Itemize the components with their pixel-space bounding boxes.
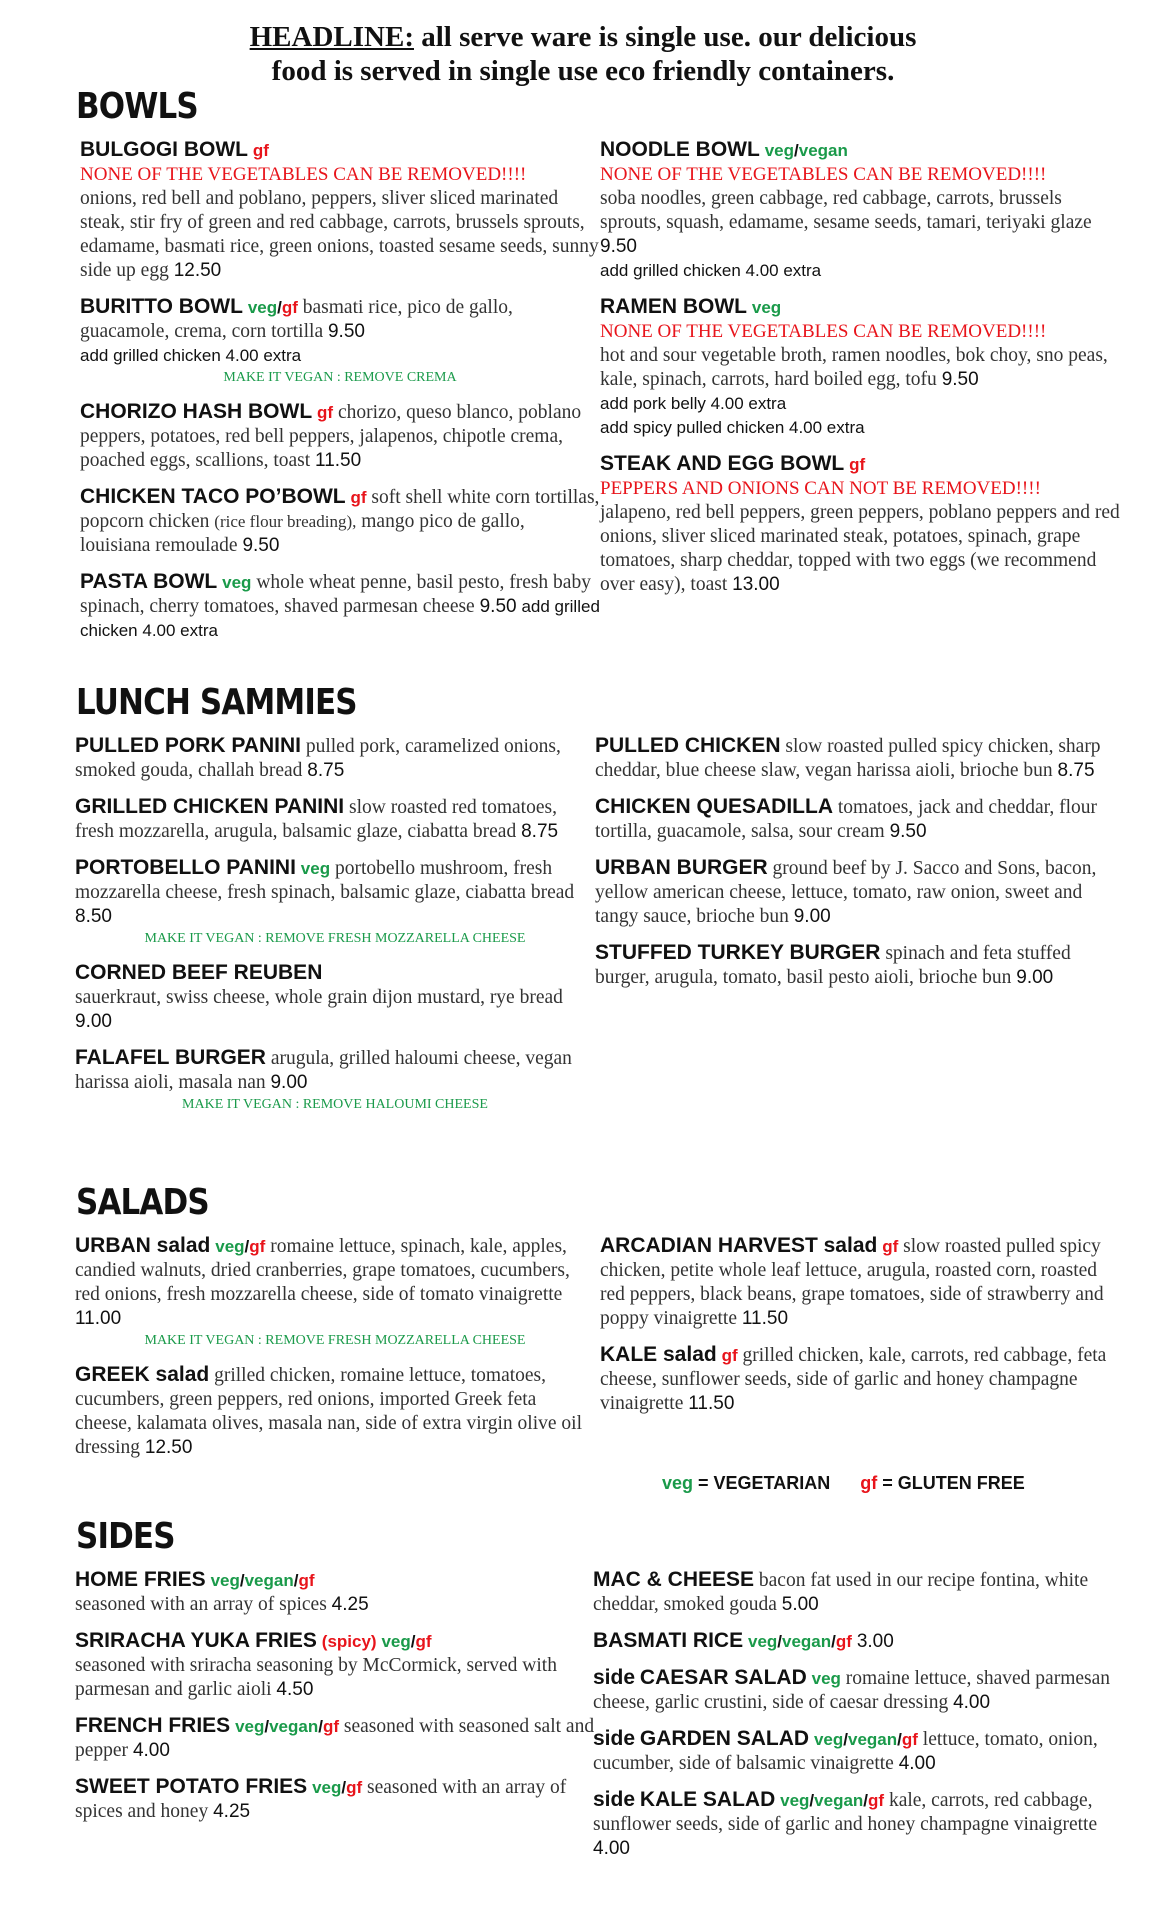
veg-tag: veg bbox=[764, 141, 794, 160]
item-price: 4.50 bbox=[276, 1679, 314, 1700]
sides-right-column bbox=[593, 1568, 1113, 1873]
dietary-legend bbox=[662, 1473, 1025, 1494]
item-name: KALE salad bbox=[600, 1343, 717, 1366]
menu-item-chicken-quesadilla bbox=[595, 795, 1115, 844]
item-description: chorizo, queso blanco, poblano peppers, potatoes, red bell peppers, jalapenos, chipotle crema, poached eggs, scallions, toast bbox=[80, 402, 582, 471]
veg-tag: veg bbox=[811, 1669, 841, 1688]
item-price: 4.00 bbox=[132, 1740, 170, 1761]
item-description: tomatoes, jack and cheddar, flour tortilla, guacamole, salsa, sour cream bbox=[595, 797, 1098, 842]
menu-item-stuffed-turkey-burger bbox=[595, 941, 1115, 990]
menu-item-side-garden-salad bbox=[593, 1727, 1113, 1776]
item-price: 9.00 bbox=[270, 1072, 308, 1093]
spicy-tag: (spicy) bbox=[321, 1632, 377, 1651]
item-name: CHICKEN TACO PO’BOWL bbox=[80, 485, 346, 508]
gf-tag: gf bbox=[835, 1632, 852, 1651]
item-name: STEAK AND EGG BOWL bbox=[600, 452, 845, 475]
item-price: 12.50 bbox=[144, 1437, 193, 1458]
sammies-right-column bbox=[595, 734, 1115, 1002]
item-description: seasoned with seasoned salt and pepper bbox=[75, 1716, 595, 1761]
item-description: arugula, grilled haloumi cheese, vegan harissa aioli, masala nan bbox=[75, 1048, 572, 1093]
vegan-tag: vegan bbox=[814, 1791, 864, 1810]
menu-item-falafel-burger bbox=[75, 1046, 595, 1115]
item-description: seasoned with an array of spices bbox=[75, 1594, 327, 1615]
menu-item-urban-salad bbox=[75, 1234, 595, 1351]
menu-item-arcadian-harvest-salad bbox=[600, 1234, 1120, 1331]
menu-item-chicken-taco-pobowl bbox=[80, 485, 600, 558]
menu-item-chorizo-hash-bowl bbox=[80, 400, 600, 473]
item-name: GREEK salad bbox=[75, 1363, 210, 1386]
item-description: romaine lettuce, spinach, kale, apples, candied walnuts, dried cranberries, grape tomatoes, cucumbers, red onions, fresh mozzarella cheese, side of tomato vinaigrette bbox=[75, 1236, 570, 1305]
item-name: FALAFEL BURGER bbox=[75, 1046, 266, 1069]
gf-definition: = GLUTEN FREE bbox=[877, 1473, 1025, 1493]
headline bbox=[0, 20, 1166, 88]
tag-slash: / bbox=[244, 1237, 250, 1256]
item-name: PASTA BOWL bbox=[80, 570, 218, 593]
item-name: CHICKEN QUESADILLA bbox=[595, 795, 834, 818]
item-price: 11.50 bbox=[688, 1393, 735, 1414]
item-name: URBAN salad bbox=[75, 1234, 211, 1257]
item-name: KALE SALAD bbox=[639, 1788, 776, 1811]
veg-tag: veg bbox=[381, 1632, 411, 1651]
item-price: 4.25 bbox=[331, 1594, 369, 1615]
menu-item-kale-salad bbox=[600, 1343, 1120, 1416]
menu-item-home-fries bbox=[75, 1568, 595, 1617]
tag-slash: / bbox=[264, 1717, 270, 1736]
sammies-left-column bbox=[75, 734, 595, 1127]
menu-item-urban-burger bbox=[595, 856, 1115, 929]
gf-tag: gf bbox=[721, 1346, 738, 1365]
menu-item-pasta-bowl bbox=[80, 570, 600, 643]
item-name: URBAN BURGER bbox=[595, 856, 768, 879]
item-name: PULLED PORK PANINI bbox=[75, 734, 301, 757]
menu-item-corned-beef-reuben bbox=[75, 961, 595, 1034]
section-title-lunch-sammies: LUNCH SAMMIES bbox=[76, 682, 357, 723]
item-description: slow roasted pulled spicy chicken, sharp cheddar, blue cheese slaw, vegan harissa aioli, brioche bun bbox=[595, 736, 1101, 781]
gf-tag: gf bbox=[252, 141, 269, 160]
item-price: 9.50 bbox=[941, 369, 979, 390]
item-price: 9.50 bbox=[889, 821, 927, 842]
item-name: ARCADIAN HARVEST salad bbox=[600, 1234, 878, 1257]
item-name: CORNED BEEF REUBEN bbox=[75, 961, 323, 984]
bowls-left-column bbox=[80, 138, 600, 655]
gf-tag: gf bbox=[849, 455, 866, 474]
item-name: FRENCH FRIES bbox=[75, 1714, 231, 1737]
menu-item-greek-salad bbox=[75, 1363, 595, 1460]
item-description-note: (rice flour breading), bbox=[214, 512, 357, 531]
item-prefix: side bbox=[593, 1727, 636, 1750]
veg-tag: veg bbox=[300, 859, 331, 878]
item-name: SWEET POTATO FRIES bbox=[75, 1775, 308, 1798]
item-description: slow roasted pulled spicy chicken, petite whole leaf lettuce, arugula, roasted corn, roasted red peppers, black beans, grape tomatoes, side of strawberry and poppy vinaigrette bbox=[600, 1236, 1104, 1329]
item-description: soba noodles, green cabbage, red cabbage, carrots, brussels sprouts, squash, edamame, sesame seeds, tamari, teriyaki glaze bbox=[600, 188, 1092, 233]
veg-tag: veg bbox=[215, 1237, 245, 1256]
item-name: CHORIZO HASH BOWL bbox=[80, 400, 313, 423]
item-prefix: side bbox=[593, 1666, 636, 1689]
gf-tag: gf bbox=[281, 298, 298, 317]
item-description: spinach and feta stuffed burger, arugula, tomato, basil pesto aioli, brioche bun bbox=[595, 943, 1071, 988]
vegan-note: MAKE IT VEGAN : REMOVE CREMA bbox=[223, 370, 457, 385]
menu-item-mac-cheese bbox=[593, 1568, 1113, 1617]
item-name: PORTOBELLO PANINI bbox=[75, 856, 296, 879]
item-price: 4.00 bbox=[953, 1692, 991, 1713]
vegan-tag: vegan bbox=[244, 1571, 294, 1590]
menu-item-pulled-pork-panini bbox=[75, 734, 595, 783]
item-description: onions, red bell and poblano, peppers, sliver sliced marinated steak, stir fry of green and red cabbage, carrots, brussels sprouts, edamame, basmati rice, green onions, toasted sesame seeds, sunny side up egg bbox=[80, 188, 599, 281]
gf-tag: gf bbox=[882, 1237, 899, 1256]
item-price: 5.00 bbox=[781, 1594, 819, 1615]
menu-item-pulled-chicken bbox=[595, 734, 1115, 783]
item-name: CAESAR SALAD bbox=[639, 1666, 807, 1689]
gf-tag: gf bbox=[322, 1717, 340, 1736]
gf-tag: gf bbox=[346, 1778, 363, 1797]
item-description: seasoned with sriracha seasoning by McCormick, served with parmesan and garlic aioli bbox=[75, 1655, 557, 1700]
tag-slash: / bbox=[410, 1632, 416, 1651]
item-name: NOODLE BOWL bbox=[600, 138, 760, 161]
salads-left-column bbox=[75, 1234, 595, 1472]
tag-slash: / bbox=[277, 298, 282, 317]
veg-tag: veg bbox=[662, 1473, 694, 1493]
item-description: lettuce, tomato, onion, cucumber, side of balsamic vinaigrette bbox=[593, 1729, 1098, 1774]
section-title-sides: SIDES bbox=[76, 1516, 175, 1557]
gf-tag: gf bbox=[298, 1571, 315, 1590]
tag-slash: / bbox=[777, 1632, 783, 1651]
item-name: BURITTO BOWL bbox=[80, 295, 243, 318]
tag-slash: / bbox=[293, 1571, 299, 1590]
item-description: pulled pork, caramelized onions, smoked gouda, challah bread bbox=[75, 736, 561, 781]
salads-right-column bbox=[600, 1234, 1120, 1428]
vegan-tag: vegan bbox=[782, 1632, 832, 1651]
warning-text: NONE OF THE VEGETABLES CAN BE REMOVED!!!! bbox=[80, 164, 527, 185]
warning-text: NONE OF THE VEGETABLES CAN BE REMOVED!!!! bbox=[600, 164, 1047, 185]
item-extra: add grilled chicken 4.00 extra bbox=[80, 346, 302, 365]
menu-item-grilled-chicken-panini bbox=[75, 795, 595, 844]
item-name: STUFFED TURKEY BURGER bbox=[595, 941, 881, 964]
item-price: 9.50 bbox=[479, 596, 517, 617]
item-price: 11.50 bbox=[315, 450, 362, 471]
item-description: kale, carrots, red cabbage, sunflower seeds, side of garlic and honey champagne vinaigrette bbox=[593, 1790, 1098, 1835]
item-price: 4.25 bbox=[213, 1801, 251, 1822]
item-price: 8.50 bbox=[75, 906, 112, 927]
item-description: grilled chicken, romaine lettuce, tomatoes, cucumbers, green peppers, red onions, imported Greek feta cheese, kalamata olives, masala nan, side of extra virgin olive oil dressing bbox=[75, 1365, 583, 1458]
item-description: basmati rice, pico de gallo, guacamole, crema, corn tortilla bbox=[80, 297, 513, 342]
item-description-cont: mango pico de gallo, louisiana remoulade bbox=[80, 511, 525, 556]
item-price: 13.00 bbox=[732, 574, 780, 595]
item-price: 8.75 bbox=[521, 821, 559, 842]
item-extra: add spicy pulled chicken 4.00 extra bbox=[600, 418, 865, 437]
item-description: romaine lettuce, shaved parmesan cheese, garlic crustini, side of caesar dressing bbox=[593, 1668, 1111, 1713]
tag-slash: / bbox=[843, 1730, 848, 1749]
veg-tag: veg bbox=[210, 1571, 240, 1590]
vegan-tag: vegan bbox=[269, 1717, 319, 1736]
item-description: seasoned with an array of spices and honey bbox=[75, 1777, 567, 1822]
menu-item-french-fries bbox=[75, 1714, 595, 1763]
item-price: 3.00 bbox=[856, 1631, 894, 1652]
item-name: BULGOGI BOWL bbox=[80, 138, 248, 161]
veg-tag: veg bbox=[751, 298, 782, 317]
tag-slash: / bbox=[239, 1571, 245, 1590]
item-description: portobello mushroom, fresh mozzarella cheese, fresh spinach, balsamic glaze, ciabatta bread bbox=[75, 858, 575, 903]
veg-definition: = VEGETARIAN bbox=[693, 1473, 831, 1493]
section-title-salads: SALADS bbox=[76, 1182, 209, 1223]
menu-item-portobello-panini bbox=[75, 856, 595, 949]
menu-item-side-caesar-salad bbox=[593, 1666, 1113, 1715]
menu-item-basmati-rice bbox=[593, 1629, 1113, 1654]
menu-item-noodle-bowl bbox=[600, 138, 1120, 283]
menu-item-bulgogi-bowl bbox=[80, 138, 600, 283]
sides-left-column bbox=[75, 1568, 595, 1836]
veg-tag: veg bbox=[247, 298, 278, 317]
item-name: SRIRACHA YUKA FRIES bbox=[75, 1629, 317, 1652]
gf-tag: gf bbox=[868, 1791, 885, 1810]
item-price: 9.00 bbox=[793, 906, 831, 927]
tag-slash: / bbox=[863, 1791, 869, 1810]
gf-tag: gf bbox=[317, 403, 334, 422]
vegan-note: MAKE IT VEGAN : REMOVE HALOUMI CHEESE bbox=[182, 1097, 488, 1112]
warning-text: NONE OF THE VEGETABLES CAN BE REMOVED!!!! bbox=[600, 321, 1047, 342]
item-prefix: side bbox=[593, 1788, 636, 1811]
tag-slash: / bbox=[318, 1717, 323, 1736]
warning-text: PEPPERS AND ONIONS CAN NOT BE REMOVED!!!! bbox=[600, 478, 1041, 499]
item-extra: add grilled chicken 4.00 extra bbox=[600, 261, 822, 280]
item-description: soft shell white corn tortillas, popcorn chicken bbox=[80, 487, 600, 532]
item-name: GARDEN SALAD bbox=[639, 1727, 810, 1750]
item-price: 8.75 bbox=[307, 760, 345, 781]
item-name: PULLED CHICKEN bbox=[595, 734, 781, 757]
item-price: 11.50 bbox=[741, 1308, 789, 1329]
veg-tag: veg bbox=[780, 1791, 810, 1810]
gf-tag: gf bbox=[901, 1730, 918, 1749]
veg-tag: veg bbox=[222, 573, 252, 592]
item-name: MAC & CHEESE bbox=[593, 1568, 755, 1591]
item-price: 11.00 bbox=[75, 1308, 122, 1329]
veg-tag: veg bbox=[813, 1730, 844, 1749]
menu-item-side-kale-salad bbox=[593, 1788, 1113, 1861]
item-price: 9.00 bbox=[75, 1011, 112, 1032]
item-price: 4.00 bbox=[593, 1838, 630, 1859]
veg-tag: veg bbox=[312, 1778, 342, 1797]
menu-item-ramen-bowl bbox=[600, 295, 1120, 440]
headline-line1: all serve ware is single use. our delicious bbox=[413, 21, 917, 53]
item-name: BASMATI RICE bbox=[593, 1629, 744, 1652]
tag-slash: / bbox=[831, 1632, 836, 1651]
menu-item-sriracha-yuka-fries bbox=[75, 1629, 595, 1702]
item-description: jalapeno, red bell peppers, green peppers, poblano peppers and red onions, sliver sliced marinated steak, potatoes, spinach, grape tomatoes, sharp cheddar, topped with two eggs (we recommend over easy), toast bbox=[600, 502, 1120, 595]
item-description: hot and sour vegetable broth, ramen noodles, bok choy, sno peas, kale, spinach, carrots, hard boiled egg, tofu bbox=[600, 345, 1108, 390]
item-price: 9.00 bbox=[1016, 967, 1054, 988]
tag-slash: / bbox=[794, 141, 799, 160]
menu-item-sweet-potato-fries bbox=[75, 1775, 595, 1824]
tag-slash: / bbox=[341, 1778, 347, 1797]
menu-item-steak-egg-bowl bbox=[600, 452, 1120, 597]
item-price: 9.50 bbox=[327, 321, 365, 342]
item-description: sauerkraut, swiss cheese, whole grain dijon mustard, rye bread bbox=[75, 987, 563, 1008]
item-price: 9.50 bbox=[600, 236, 637, 257]
headline-label: HEADLINE: bbox=[249, 21, 414, 53]
item-price: 4.00 bbox=[898, 1753, 936, 1774]
gf-tag: gf bbox=[415, 1632, 432, 1651]
tag-slash: / bbox=[809, 1791, 815, 1810]
item-description: slow roasted red tomatoes, fresh mozzarella, arugula, balsamic glaze, ciabatta bread bbox=[75, 797, 557, 842]
item-name: GRILLED CHICKEN PANINI bbox=[75, 795, 345, 818]
veg-tag: veg bbox=[747, 1632, 778, 1651]
bowls-right-column bbox=[600, 138, 1120, 609]
item-price: 12.50 bbox=[173, 260, 222, 281]
headline-line2: food is served in single use eco friendly containers. bbox=[271, 55, 895, 87]
gf-tag: gf bbox=[350, 488, 367, 507]
gf-tag: gf bbox=[249, 1237, 266, 1256]
item-description: ground beef by J. Sacco and Sons, bacon, yellow american cheese, lettuce, tomato, raw onion, sweet and tangy sauce, brioche bun bbox=[595, 858, 1097, 927]
item-extra: add grilled chicken 4.00 extra bbox=[80, 597, 600, 640]
item-price: 9.50 bbox=[242, 535, 280, 556]
item-name: RAMEN BOWL bbox=[600, 295, 747, 318]
veg-tag: veg bbox=[235, 1717, 265, 1736]
tag-slash: / bbox=[897, 1730, 902, 1749]
menu-item-buritto-bowl bbox=[80, 295, 600, 388]
item-price: 8.75 bbox=[1057, 760, 1095, 781]
vegan-note: MAKE IT VEGAN : REMOVE FRESH MOZZARELLA CHEESE bbox=[144, 1333, 526, 1348]
item-name: HOME FRIES bbox=[75, 1568, 206, 1591]
item-extra: add pork belly 4.00 extra bbox=[600, 394, 787, 413]
vegan-note: MAKE IT VEGAN : REMOVE FRESH MOZZARELLA CHEESE bbox=[144, 931, 526, 946]
vegan-tag: vegan bbox=[798, 141, 848, 160]
item-description: bacon fat used in our recipe fontina, white cheddar, smoked gouda bbox=[593, 1570, 1089, 1615]
gf-tag: gf bbox=[860, 1473, 878, 1493]
item-description: grilled chicken, kale, carrots, red cabbage, feta cheese, sunflower seeds, side of garlic and honey champagne vinaigrette bbox=[600, 1345, 1107, 1414]
vegan-tag: vegan bbox=[847, 1730, 898, 1749]
item-description: whole wheat penne, basil pesto, fresh baby spinach, cherry tomatoes, shaved parmesan cheese bbox=[80, 572, 591, 617]
section-title-bowls: BOWLS bbox=[76, 86, 198, 127]
